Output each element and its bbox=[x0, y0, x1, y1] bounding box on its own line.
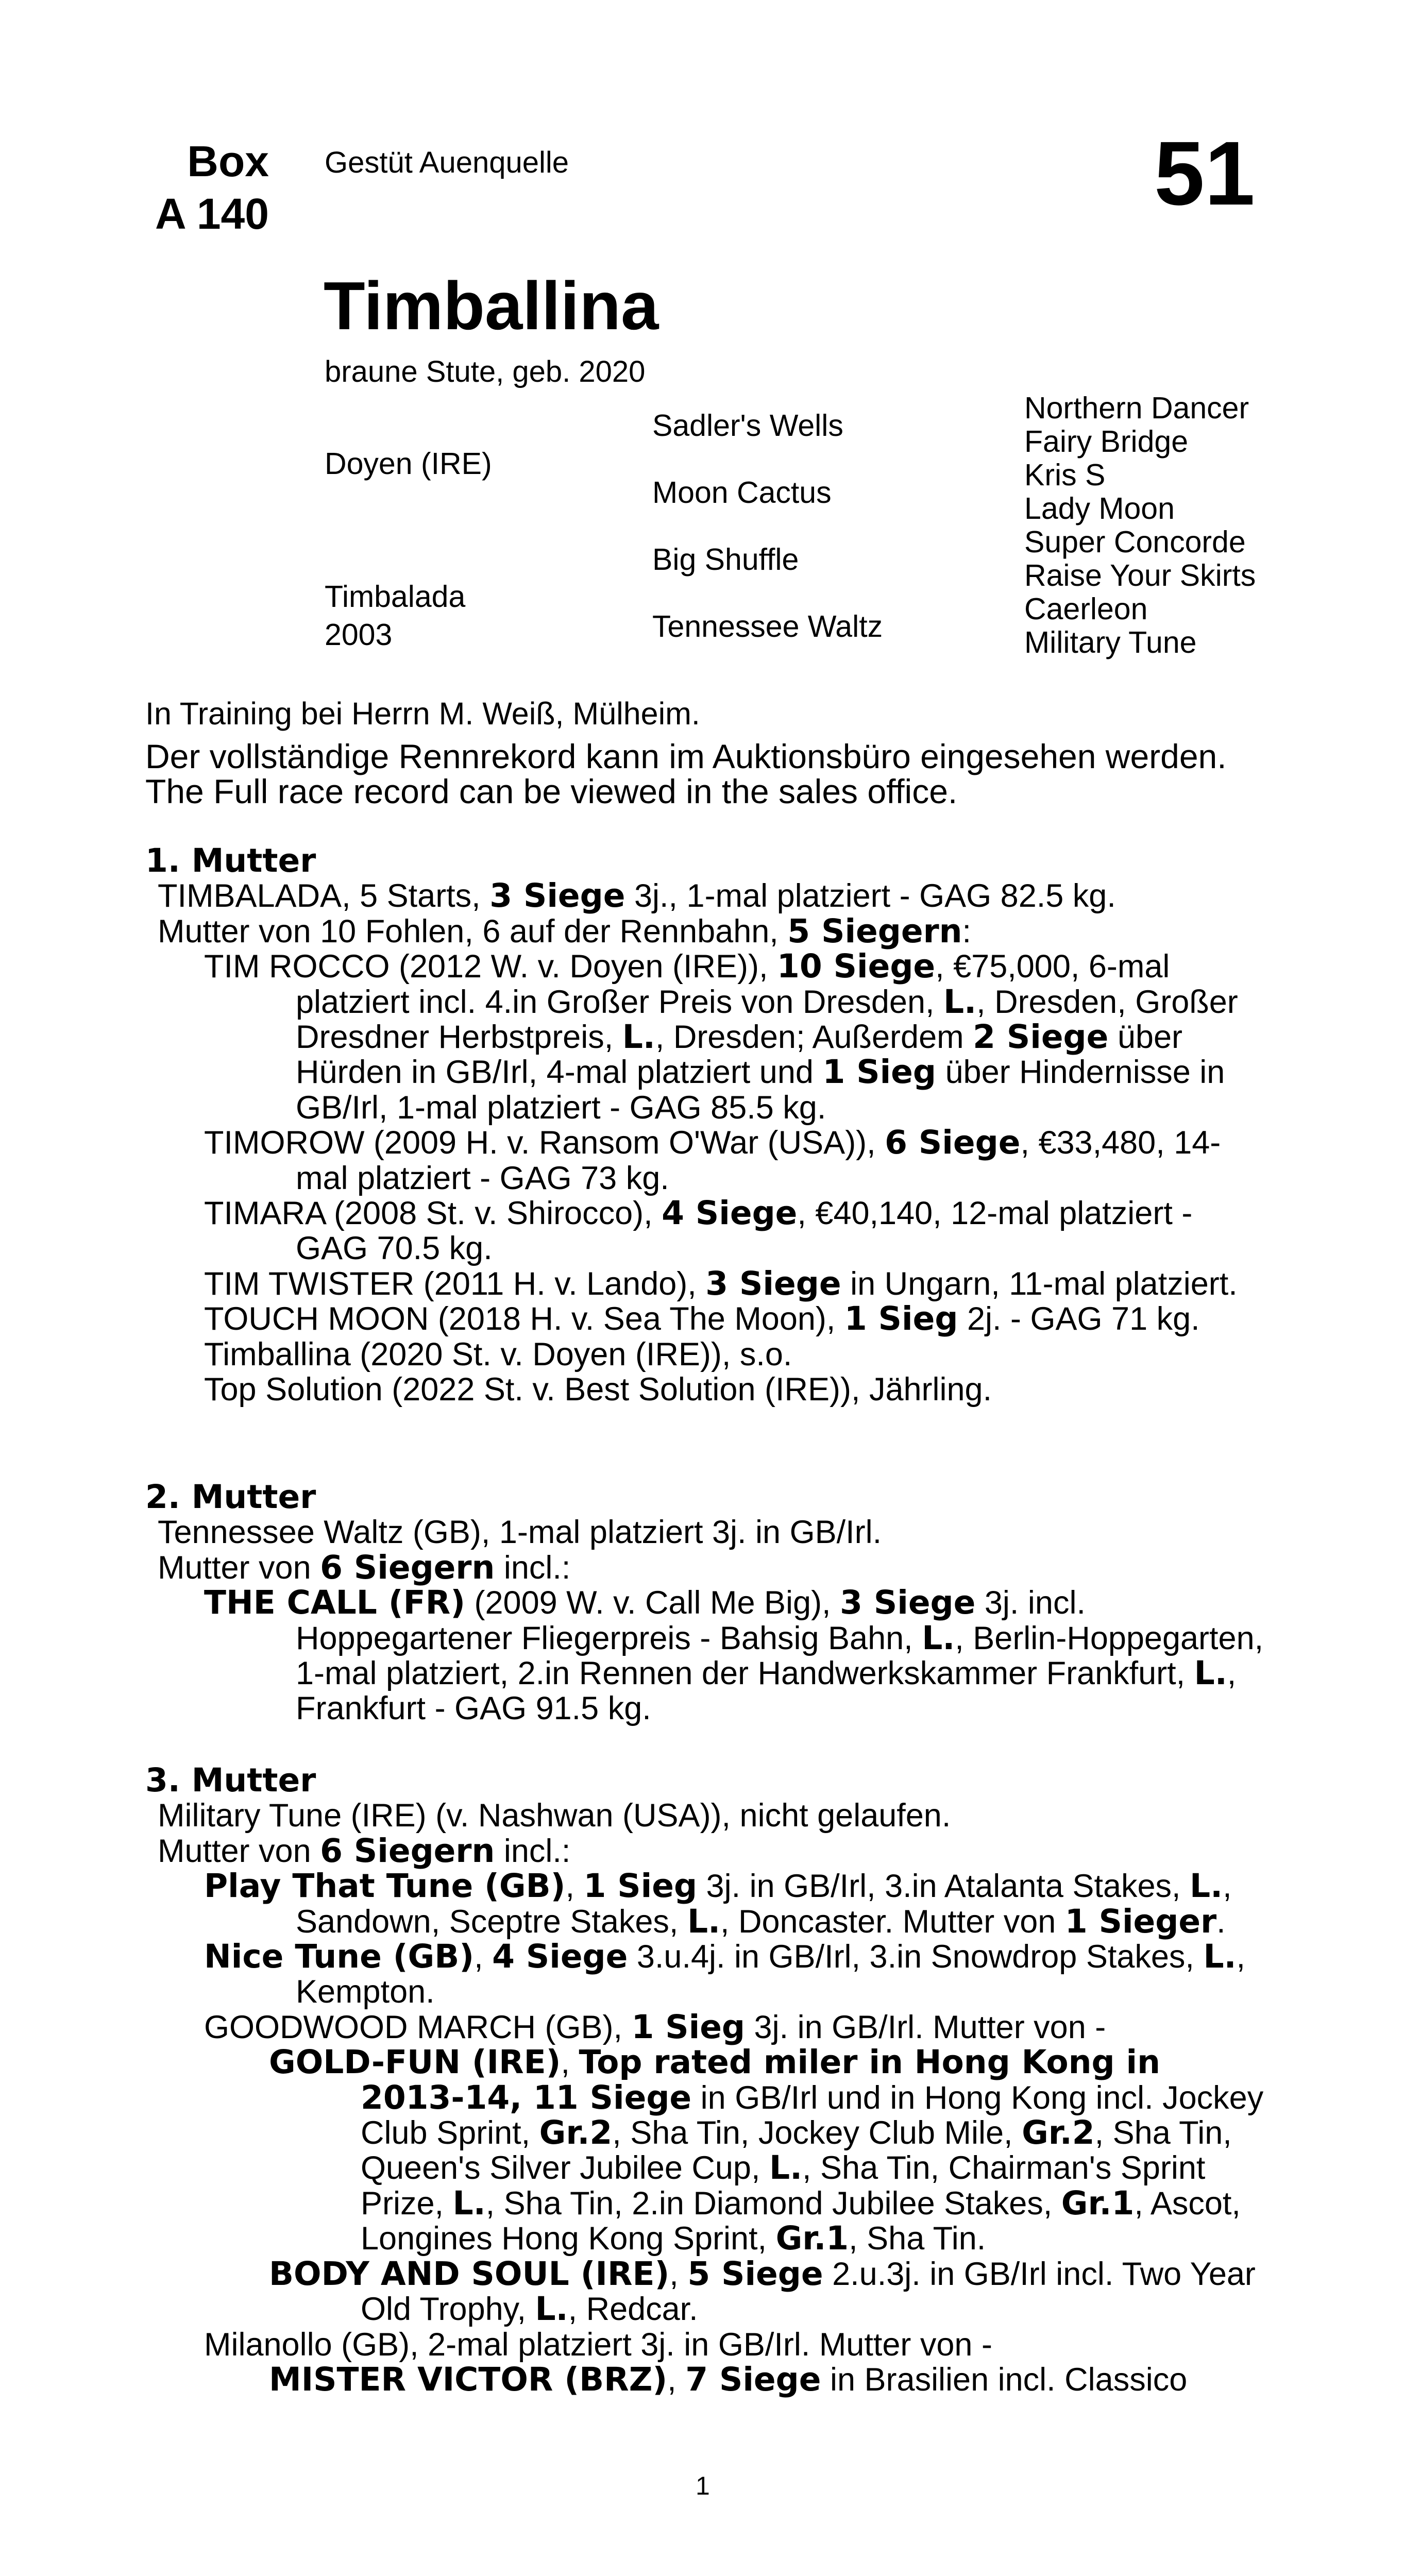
dam3-heading: 3. Mutter bbox=[145, 1761, 316, 1799]
dam2-entry-the-call: THE CALL (FR) (2009 W. v. Call Me Big), 3 Siege 3j. incl. Hoppegartener Fliegerpreis - Bahsig Bahn, L., Berlin-Hoppegarten, 1-mal platziert, 2.in Rennen der Handwerkskammer Frankfurt, L., Frankfurt - GAG 91.5 kg. bbox=[204, 1584, 1264, 1727]
dam1-record: TIMBALADA, 5 Starts, 3 Siege 3j., 1-mal platziert - GAG 82.5 kg. bbox=[158, 877, 1116, 915]
breeder: Gestüt Auenquelle bbox=[325, 146, 569, 179]
dam3-subentry-body-and-soul: BODY AND SOUL (IRE), 5 Siege 2.u.3j. in GB/Irl incl. Two Year Old Trophy, L., Redcar. bbox=[269, 2255, 1256, 2328]
horse-name: Timballina bbox=[324, 268, 659, 344]
dam1-section bbox=[145, 843, 1268, 1408]
dam1-heading: 1. Mutter bbox=[145, 842, 316, 879]
dam3-entry-nice-tune: Nice Tune (GB), 4 Siege 3.u.4j. in GB/Irl, 3.in Snowdrop Stakes, L., Kempton. bbox=[204, 1938, 1246, 2010]
dam1-entry-tim-rocco: TIM ROCCO (2012 W. v. Doyen (IRE)), 10 Siege, €75,000, 6-mal platziert incl. 4.in Großer Preis von Dresden, L., Dresden, Großer Dresdner Herbstpreis, L., Dresden; Außerdem 2 Siege über Hürden in GB/Irl, 4-mal platziert und 1 Sieg über Hindernisse in GB/Irl, 1-mal platziert - GAG 85.5 kg. bbox=[204, 947, 1238, 1126]
dam3-record: Military Tune (IRE) (v. Nashwan (USA)), nicht gelaufen. bbox=[158, 1798, 951, 1834]
pedigree-sire-dam: Moon Cactus bbox=[652, 476, 832, 510]
pedigree-g3-6: Raise Your Skirts bbox=[1024, 558, 1256, 592]
pedigree-dam: Timbalada bbox=[325, 580, 466, 614]
dam1-entry-tim-twister: TIM TWISTER (2011 H. v. Lando), 3 Siege in Ungarn, 11-mal platziert. bbox=[204, 1264, 1238, 1302]
dam1-entry-timara: TIMARA (2008 St. v. Shirocco), 4 Siege, €40,140, 12-mal platziert - GAG 70.5 kg. bbox=[204, 1194, 1193, 1267]
dam1-entry-timorow: TIMOROW (2009 H. v. Ransom O'War (USA)), 6 Siege, €33,480, 14-mal platziert - GAG 73 kg. bbox=[204, 1124, 1221, 1196]
dam1-entry-timballina: Timballina (2020 St. v. Doyen (IRE)), s.o. bbox=[204, 1336, 792, 1372]
dam2-section bbox=[145, 1480, 1268, 1726]
dam3-entry-goodwood-march: GOODWOOD MARCH (GB), 1 Sieg 3j. in GB/Irl. Mutter von - bbox=[204, 2008, 1106, 2046]
pedigree-g3-7: Caerleon bbox=[1024, 592, 1148, 626]
page-number: 1 bbox=[696, 2471, 710, 2500]
lot-number: 51 bbox=[1154, 123, 1255, 224]
box-number: A 140 bbox=[155, 190, 269, 238]
pedigree-g3-4: Lady Moon bbox=[1024, 492, 1175, 526]
dam3-subentry-gold-fun: GOLD-FUN (IRE), Top rated miler in Hong Kong in 2013-14, 11 Siege in GB/Irl und in Hong Kong incl. Jockey Club Sprint, Gr.2, Sha Tin, Jockey Club Mile, Gr.2, Sha Tin, Queen's Silver Jubilee Cup, L., Sha Tin, Chairman's Sprint Prize, L., Sha Tin, 2.in Diamond Jubilee Stakes, Gr.1, Ascot, Longines Hong Kong Sprint, Gr.1, Sha Tin. bbox=[269, 2043, 1264, 2258]
dam1-entry-top-solution: Top Solution (2022 St. v. Best Solution (IRE)), Jährling. bbox=[204, 1371, 992, 1408]
pedigree-g3-1: Northern Dancer bbox=[1024, 391, 1249, 425]
pedigree-dam-sire: Big Shuffle bbox=[652, 543, 799, 577]
record-note-de: Der vollständige Rennrekord kann im Auktionsbüro eingesehen werden. bbox=[145, 737, 1227, 775]
horse-description: braune Stute, geb. 2020 bbox=[325, 355, 646, 388]
dam2-heading: 2. Mutter bbox=[145, 1478, 316, 1516]
dam1-entry-touch-moon: TOUCH MOON (2018 H. v. Sea The Moon), 1 Sieg 2j. - GAG 71 kg. bbox=[204, 1300, 1200, 1338]
dam3-entry-play-that-tune: Play That Tune (GB), 1 Sieg 3j. in GB/Irl, 3.in Atalanta Stakes, L., Sandown, Sceptre Stakes, L., Doncaster. Mutter von 1 Sieger. bbox=[204, 1867, 1232, 1940]
dam3-section bbox=[145, 1763, 1268, 2397]
dam2-produce: Mutter von 6 Siegern incl.: bbox=[158, 1548, 571, 1586]
record-note-en: The Full race record can be viewed in the sales office. bbox=[145, 772, 958, 810]
pedigree-g3-8: Military Tune bbox=[1024, 625, 1197, 659]
pedigree-sire-sire: Sadler's Wells bbox=[652, 409, 843, 443]
dam3-subentry-mister-victor: MISTER VICTOR (BRZ), 7 Siege in Brasilien incl. Classico bbox=[269, 2360, 1188, 2398]
box-label: Box bbox=[187, 137, 269, 185]
pedigree-g3-5: Super Concorde bbox=[1024, 525, 1246, 559]
dam3-produce: Mutter von 6 Siegern incl.: bbox=[158, 1832, 571, 1870]
pedigree-g3-3: Kris S bbox=[1024, 458, 1106, 492]
dam1-produce: Mutter von 10 Fohlen, 6 auf der Rennbahn, 5 Siegern: bbox=[158, 912, 972, 950]
dam2-record: Tennessee Waltz (GB), 1-mal platziert 3j. in GB/Irl. bbox=[158, 1514, 882, 1551]
pedigree-sire: Doyen (IRE) bbox=[325, 447, 492, 481]
training-note: In Training bei Herrn M. Weiß, Mülheim. bbox=[145, 696, 700, 731]
pedigree-dam-dam: Tennessee Waltz bbox=[652, 609, 883, 643]
pedigree-dam-year: 2003 bbox=[325, 618, 393, 652]
pedigree-g3-2: Fairy Bridge bbox=[1024, 425, 1189, 459]
dam3-entry-milanollo: Milanollo (GB), 2-mal platziert 3j. in GB/Irl. Mutter von - bbox=[204, 2326, 992, 2363]
